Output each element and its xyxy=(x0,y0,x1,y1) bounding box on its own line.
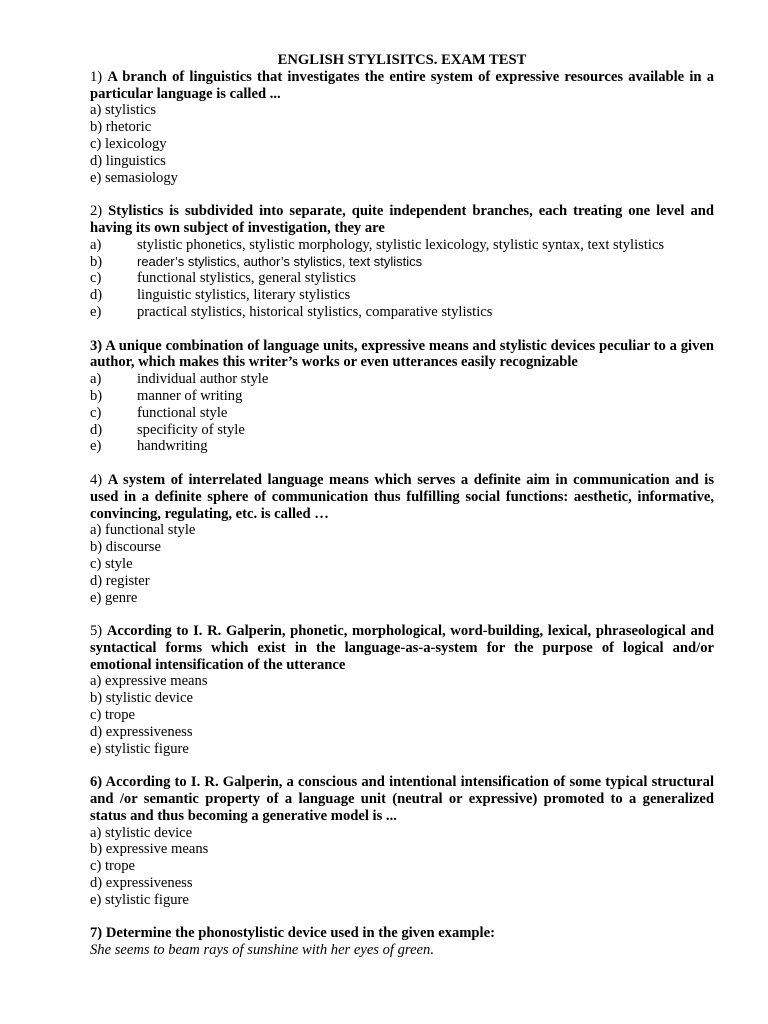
question-4 xyxy=(90,472,714,606)
question-5 xyxy=(90,623,714,757)
answer-option xyxy=(90,287,714,304)
option-text: practical stylistics, historical stylistics, comparative stylistics xyxy=(137,303,493,320)
question-stem xyxy=(90,69,714,103)
question-text: Stylistics is subdivided into separate, quite independent branches, each treating one level and having its own subject of investigation, they are xyxy=(90,203,714,236)
answer-option: b) expressive means xyxy=(90,841,209,858)
answer-option: b) discourse xyxy=(90,539,161,556)
question-number: 7) xyxy=(90,925,106,942)
option-letter: e) xyxy=(90,438,102,455)
question-3 xyxy=(90,338,714,456)
answer-option: c) style xyxy=(90,555,133,572)
option-letter: d) xyxy=(90,421,103,438)
answer-option: e) genre xyxy=(90,589,138,606)
page-title: ENGLISH STYLISITCS. EXAM TEST xyxy=(277,52,527,68)
example-sentence: She seems to beam rays of sunshine with her eyes of green. xyxy=(90,942,434,959)
question-stem xyxy=(90,338,714,372)
option-text: handwriting xyxy=(137,438,208,455)
answer-option xyxy=(90,237,714,254)
question-text: A system of interrelated language means which serves a definite aim in communication and is used in a definite sphere of communication thus fulfilling social functions: aesthetic, informative, convincing, regulating, etc. is called … xyxy=(90,471,714,522)
option-text: reader’s stylistics, author’s stylistics, text stylistics xyxy=(137,253,423,269)
answer-option: c) trope xyxy=(90,707,135,724)
option-letter: c) xyxy=(90,404,102,421)
question-stem xyxy=(90,203,714,237)
question-text: A branch of linguistics that investigates the entire system of expressive resources available in a particular language is called ... xyxy=(90,68,714,102)
answer-option: b) stylistic device xyxy=(90,690,193,707)
option-text: functional style xyxy=(137,404,228,421)
question-2 xyxy=(90,203,714,321)
answer-option: a) stylistics xyxy=(90,102,157,119)
question-6 xyxy=(90,774,714,908)
answer-option: d) expressiveness xyxy=(90,723,193,740)
question-text: Determine the phonostylistic device used in the given example: xyxy=(105,925,495,942)
question-text: According to I. R. Galperin, a conscious and intentional intensification of some typical structural and /or semantic property of a language unit (neutral or expressive) promoted to a generalized status and thus becoming a generative model is ... xyxy=(90,774,714,824)
answer-option: e) semasiology xyxy=(90,169,178,186)
answer-option: e) stylistic figure xyxy=(90,891,189,908)
option-text: stylistic phonetics, stylistic morphology, stylistic lexicology, stylistic syntax, text stylistics xyxy=(137,236,665,253)
option-letter: a) xyxy=(90,236,102,253)
answer-option: d) linguistics xyxy=(90,152,166,169)
question-number: 2) xyxy=(90,203,109,220)
question-text: A unique combination of language units, expressive means and stylistic devices peculiar to a given author, which makes this writer’s works or even utterances easily recognizable xyxy=(90,337,714,371)
option-letter: b) xyxy=(90,253,103,270)
question-stem xyxy=(90,623,714,673)
question-text: According to I. R. Galperin, phonetic, morphological, word-building, lexical, phraseological and syntactical forms which exist in the language-as-a-system for the purpose of logical and/or emotional intensification of the utterance xyxy=(90,623,714,673)
answer-option: d) register xyxy=(90,572,150,589)
question-number: 6) xyxy=(90,774,106,791)
exam-content xyxy=(90,52,714,959)
answer-option xyxy=(90,371,714,388)
answer-option xyxy=(90,422,714,439)
option-text: linguistic stylistics, literary stylistics xyxy=(137,287,351,304)
answer-option: a) functional style xyxy=(90,522,196,539)
question-number: 4) xyxy=(90,471,108,488)
answer-option xyxy=(90,254,714,271)
option-text: individual author style xyxy=(137,371,269,388)
answer-option: c) trope xyxy=(90,858,135,875)
question-number: 5) xyxy=(90,623,107,640)
question-7 xyxy=(90,925,714,959)
question-stem xyxy=(90,925,714,942)
answer-option xyxy=(90,405,714,422)
option-text: manner of writing xyxy=(137,387,243,404)
option-letter: b) xyxy=(90,387,103,404)
answer-option: a) expressive means xyxy=(90,673,208,690)
question-number: 3) xyxy=(90,337,106,354)
option-letter: c) xyxy=(90,270,102,287)
option-text: functional stylistics, general stylistics xyxy=(137,270,356,287)
question-1 xyxy=(90,69,714,187)
answer-option xyxy=(90,304,714,321)
option-text: specificity of style xyxy=(137,421,245,438)
question-stem xyxy=(90,774,714,824)
answer-option: c) lexicology xyxy=(90,135,167,152)
option-letter: a) xyxy=(90,371,102,388)
question-stem xyxy=(90,472,714,522)
option-letter: d) xyxy=(90,287,103,304)
answer-option: d) expressiveness xyxy=(90,875,193,892)
answer-option: a) stylistic device xyxy=(90,824,193,841)
answer-option: b) rhetoric xyxy=(90,119,152,136)
option-letter: e) xyxy=(90,303,102,320)
answer-option xyxy=(90,388,714,405)
question-number: 1) xyxy=(90,68,108,85)
answer-option xyxy=(90,438,714,455)
answer-option: e) stylistic figure xyxy=(90,740,189,757)
answer-option xyxy=(90,270,714,287)
